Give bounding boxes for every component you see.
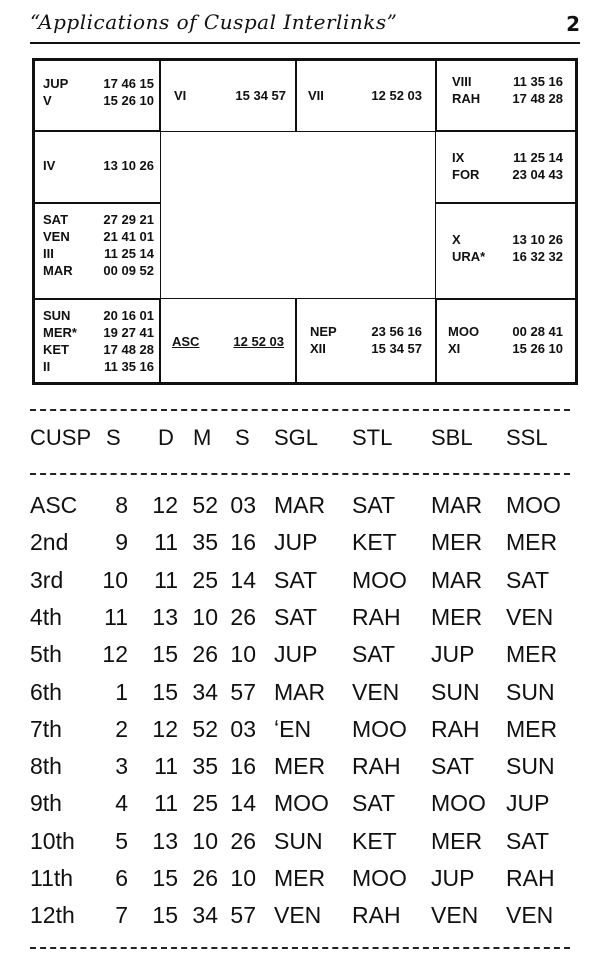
chart-entry	[174, 87, 286, 104]
chart-entry-value: 17 48 28	[103, 342, 154, 357]
column-header: S	[235, 425, 250, 450]
chart-entry-label: IX	[452, 150, 465, 165]
page-number: 2	[566, 12, 580, 36]
table-cell: 8th	[30, 753, 62, 780]
chart-entry-label: KET	[43, 342, 69, 357]
chart-entry-value: 27 29 21	[103, 212, 154, 227]
chart-entry-value: 21 41 01	[103, 229, 154, 244]
table-cell: MOO	[506, 492, 561, 518]
column-header: M	[193, 425, 212, 450]
chart-entry-label: MOO	[448, 324, 480, 339]
chart-entry-value: 11 25 14	[104, 246, 154, 261]
table-cell: 10	[192, 603, 218, 630]
chart-entry	[43, 228, 154, 245]
table-cell: MAR	[274, 678, 326, 705]
table-cell: 15	[152, 865, 178, 891]
table-cell: 2nd	[30, 529, 69, 556]
table-cell: RAH	[352, 603, 401, 630]
chart-entry-value: 17 46 15	[103, 76, 154, 91]
table-cell: 10	[230, 641, 256, 668]
chart-house-pisces	[34, 60, 161, 132]
chart-entry	[308, 87, 422, 104]
table-cell: 10	[192, 827, 218, 854]
chart-entry	[452, 90, 563, 107]
chart-entry-value: 16 32 32	[512, 249, 563, 264]
table-cell: 15	[152, 902, 178, 929]
table-cell: 1	[115, 678, 128, 705]
chart-house-aquarius	[34, 130, 161, 204]
chart-entry	[452, 73, 563, 90]
chart-entry	[43, 211, 154, 228]
chart-entry	[448, 340, 563, 357]
chart-entry	[172, 333, 284, 350]
chart-entry-value: 13 10 26	[512, 232, 563, 247]
table-cell: 3	[115, 753, 128, 780]
table-cell: SAT	[352, 790, 396, 817]
table-cell: JUP	[274, 529, 318, 556]
table-cell: RAH	[352, 902, 401, 929]
chart-entry-label: URA*	[452, 249, 486, 264]
chart-entry	[452, 166, 563, 183]
table-cell: 14	[230, 566, 256, 593]
table-cell: MOO	[352, 865, 407, 891]
table-cell: SAT	[352, 492, 396, 518]
table-cell: 11	[154, 566, 178, 593]
table-cell: KET	[352, 827, 397, 854]
table-cell: 3rd	[30, 566, 64, 593]
table-cell: SAT	[506, 566, 550, 593]
chart-entry-value: 15 26 10	[512, 341, 563, 356]
table-cell: 26	[192, 641, 218, 668]
table-cell: JUP	[506, 790, 550, 817]
table-cell: VEN	[506, 902, 554, 929]
table-cell: 15	[152, 678, 178, 705]
table-cell: RAH	[506, 865, 555, 891]
table-cell: MER	[506, 641, 558, 668]
chart-house-virgo	[435, 298, 576, 383]
chart-entry	[43, 92, 154, 109]
table-cell: MOO	[352, 715, 407, 742]
south-indian-chart	[32, 58, 578, 385]
chart-entry-label: II	[43, 359, 51, 374]
table-cell: ASC	[30, 492, 78, 518]
chart-entry	[448, 323, 563, 340]
table-cell: 10th	[30, 827, 75, 854]
table-cell: SUN	[506, 753, 555, 780]
chart-entry-value: 11 35 16	[104, 359, 154, 374]
table-cell: MAR	[274, 492, 326, 518]
chart-entry	[43, 245, 154, 262]
chart-house-cancer	[435, 130, 576, 204]
table-cell: 26	[230, 827, 256, 854]
table-cell: JUP	[274, 641, 318, 668]
chart-entry-label: SAT	[43, 212, 69, 227]
table-cell: 2	[115, 715, 128, 742]
table-cell: MER	[506, 529, 558, 556]
table-cell: MER	[431, 603, 483, 630]
chart-entry-label: X	[452, 232, 461, 247]
chart-entry	[310, 323, 422, 340]
table-cell: 03	[230, 492, 256, 518]
table-cell: 12	[152, 492, 178, 518]
table-cell: 35	[192, 529, 218, 556]
chart-entry-value: 23 56 16	[371, 324, 422, 339]
chart-house-libra	[295, 298, 437, 383]
table-cell: 25	[192, 790, 218, 817]
chart-house-aries	[159, 60, 297, 132]
table-cell: SAT	[431, 753, 475, 780]
chart-entry	[452, 149, 563, 166]
chart-entry-label: VEN	[43, 229, 70, 244]
table-cell: MER	[274, 865, 326, 891]
chart-entry-value: 23 04 43	[512, 167, 563, 182]
table-cell: SAT	[352, 641, 396, 668]
chart-entry-label: JUP	[43, 76, 69, 91]
chart-entry-label: SUN	[43, 308, 71, 323]
table-cell: 25	[192, 566, 218, 593]
table-cell: 13	[152, 827, 178, 854]
table-cell: KET	[352, 529, 397, 556]
book-title: “Applications of Cuspal Interlinks”	[30, 10, 398, 34]
chart-entry-value: 19 27 41	[103, 325, 154, 340]
table-cell: JUP	[431, 641, 475, 668]
table-cell: 16	[230, 529, 256, 556]
divider-middle	[30, 473, 570, 475]
chart-house-gemini	[435, 60, 576, 132]
chart-entry-value: 20 16 01	[103, 308, 154, 323]
chart-entry-label: MER*	[43, 325, 77, 340]
table-cell: VEN	[431, 902, 479, 929]
chart-entry-value: 15 26 10	[103, 93, 154, 108]
chart-entry-label: RAH	[452, 91, 481, 106]
chart-entry-label: III	[43, 246, 54, 261]
chart-house-sagittarius	[34, 298, 161, 383]
table-cell: SAT	[274, 603, 318, 630]
divider-bottom	[30, 947, 570, 949]
chart-entry-label: VII	[308, 88, 324, 103]
table-cell: VEN	[352, 678, 400, 705]
chart-entry	[43, 324, 154, 341]
chart-house-scorpio	[159, 298, 297, 383]
table-cell: RAH	[431, 715, 480, 742]
column-header: STL	[352, 425, 393, 450]
table-cell: 14	[230, 790, 256, 817]
table-cell: 57	[230, 902, 256, 929]
table-cell: 11	[104, 603, 128, 630]
table-cell: MER	[431, 827, 483, 854]
chart-center	[159, 130, 437, 300]
column-header: CUSP	[30, 425, 92, 450]
column-header: D	[158, 425, 174, 450]
chart-entry-label: FOR	[452, 167, 480, 182]
table-cell: MOO	[431, 790, 486, 817]
table-cell: 13	[152, 603, 178, 630]
chart-entry-value: 12 52 03	[233, 334, 284, 349]
chart-entry-label: MAR	[43, 263, 73, 278]
column-header: S	[106, 425, 121, 450]
table-cell: 10	[102, 566, 128, 593]
column-header: SGL	[274, 425, 319, 450]
table-cell: 16	[230, 753, 256, 780]
table-cell: MOO	[352, 566, 407, 593]
table-cell: MER	[274, 753, 326, 780]
table-cell: MAR	[431, 566, 483, 593]
table-cell: 7th	[30, 715, 62, 742]
table-cell: 4	[115, 790, 128, 817]
chart-entry-label: VIII	[452, 74, 472, 89]
chart-entry-value: 17 48 28	[512, 91, 563, 106]
table-cell: 6	[115, 865, 128, 891]
table-cell: 26	[230, 603, 256, 630]
column-header: SBL	[431, 425, 473, 450]
table-cell: 11	[154, 753, 178, 780]
table-cell: 52	[192, 492, 218, 518]
table-cell: 11	[154, 529, 178, 556]
chart-entry	[43, 358, 154, 375]
chart-entry	[452, 231, 563, 248]
chart-entry-label: ASC	[172, 334, 200, 349]
chart-entry-value: 15 34 57	[235, 88, 286, 103]
table-cell: MOO	[274, 790, 329, 817]
chart-entry	[43, 157, 154, 174]
table-cell: JUP	[431, 865, 475, 891]
table-cell: ʻEN	[274, 715, 312, 742]
table-cell: 9th	[30, 790, 62, 817]
column-header: SSL	[506, 425, 548, 450]
chart-entry-value: 11 35 16	[513, 74, 563, 89]
table-cell: 4th	[30, 603, 62, 630]
chart-entry-label: XII	[310, 341, 326, 356]
table-cell: 12th	[30, 902, 75, 929]
table-cell: 10	[230, 865, 256, 891]
table-cell: 57	[230, 678, 256, 705]
table-cell: SUN	[274, 827, 323, 854]
chart-entry-value: 13 10 26	[103, 158, 154, 173]
chart-entry-value: 15 34 57	[371, 341, 422, 356]
table-cell: 12	[152, 715, 178, 742]
table-cell: 26	[192, 865, 218, 891]
table-cell: 11	[154, 790, 178, 817]
table-cell: MER	[431, 529, 483, 556]
table-cell: SAT	[506, 827, 550, 854]
page-header	[30, 8, 580, 44]
table-cell: 7	[115, 902, 128, 929]
chart-entry	[310, 340, 422, 357]
table-cell: VEN	[506, 603, 554, 630]
chart-entry	[452, 248, 563, 265]
table-cell: 35	[192, 753, 218, 780]
table-cell: 34	[192, 902, 218, 929]
table-cell: SUN	[431, 678, 480, 705]
chart-house-capricorn	[34, 202, 161, 300]
chart-entry-label: VI	[174, 88, 187, 103]
table-cell: 5	[115, 827, 128, 854]
table-cell: 11th	[30, 865, 74, 891]
chart-entry	[43, 341, 154, 358]
divider-top	[30, 409, 570, 411]
chart-entry	[43, 75, 154, 92]
chart-house-taurus	[295, 60, 437, 132]
table-cell: 52	[192, 715, 218, 742]
table-cell: RAH	[352, 753, 401, 780]
chart-house-leo	[435, 202, 576, 300]
table-cell: 5th	[30, 641, 62, 668]
table-cell: 15	[152, 641, 178, 668]
table-cell: SAT	[274, 566, 318, 593]
chart-entry-label: XI	[448, 341, 461, 356]
table-cell: VEN	[274, 902, 322, 929]
chart-entry-value: 11 25 14	[513, 150, 563, 165]
chart-entry	[43, 262, 154, 279]
chart-entry-value: 12 52 03	[371, 88, 422, 103]
table-cell: 9	[115, 529, 128, 556]
table-cell: MER	[506, 715, 558, 742]
chart-entry-label: IV	[43, 158, 56, 173]
table-cell: 12	[102, 641, 128, 668]
chart-entry-label: NEP	[310, 324, 337, 339]
table-cell: 6th	[30, 678, 62, 705]
table-cell: 03	[230, 715, 256, 742]
chart-entry-label: V	[43, 93, 52, 108]
table-cell: 34	[192, 678, 218, 705]
table-cell: SUN	[506, 678, 555, 705]
chart-entry-value: 00 28 41	[512, 324, 563, 339]
chart-entry-value: 00 09 52	[103, 263, 154, 278]
chart-entry	[43, 307, 154, 324]
table-cell: 8	[115, 492, 128, 518]
table-cell: MAR	[431, 492, 483, 518]
